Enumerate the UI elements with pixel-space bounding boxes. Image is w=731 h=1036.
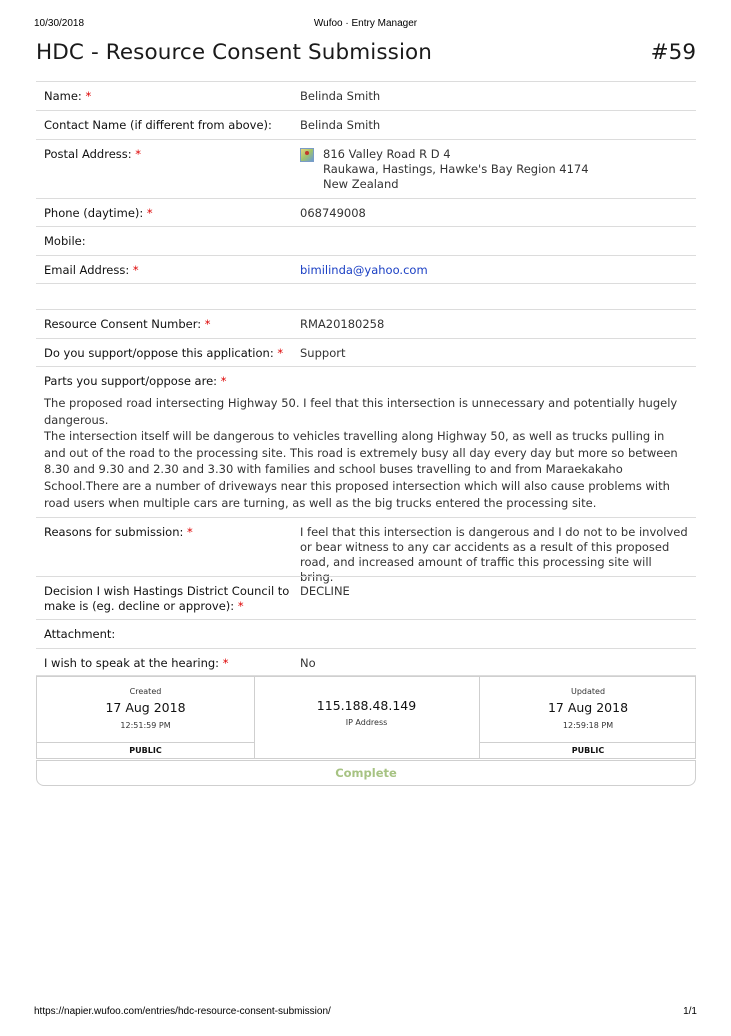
meta-created bbox=[37, 677, 255, 758]
field-value-phone: 068749008 bbox=[300, 206, 366, 220]
entry-header bbox=[36, 40, 696, 72]
created-date: 17 Aug 2018 bbox=[105, 700, 186, 715]
updated-date: 17 Aug 2018 bbox=[547, 700, 629, 715]
field-row-parts bbox=[36, 366, 696, 517]
print-page-number: 1/1 bbox=[683, 1006, 697, 1017]
field-value-name: Belinda Smith bbox=[300, 89, 381, 103]
required-marker: * bbox=[146, 206, 153, 220]
created-visibility-tag: PUBLIC bbox=[37, 742, 254, 759]
print-date: 10/30/2018 bbox=[34, 18, 85, 29]
field-label-speak: I wish to speak at the hearing: bbox=[44, 656, 220, 670]
page-title: HDC - Resource Consent Submission bbox=[36, 40, 433, 65]
field-label-support-oppose: Do you support/oppose this application: bbox=[44, 346, 274, 360]
map-icon[interactable] bbox=[300, 148, 314, 162]
required-marker: * bbox=[222, 656, 229, 670]
address-line-3: New Zealand bbox=[323, 177, 399, 191]
field-row-phone bbox=[36, 198, 696, 226]
required-marker: * bbox=[187, 525, 193, 539]
field-row-decision bbox=[36, 576, 696, 619]
field-value-support-oppose: Support bbox=[300, 346, 346, 360]
entry-number: #59 bbox=[650, 40, 696, 65]
ip-address-value: 115.188.48.149 bbox=[316, 698, 417, 713]
print-window-title: Wufoo · Entry Manager bbox=[313, 18, 418, 29]
field-value-consent-number: RMA20180258 bbox=[300, 317, 385, 331]
created-caption: Created bbox=[129, 687, 162, 696]
required-marker: * bbox=[237, 599, 244, 613]
required-marker: * bbox=[277, 346, 284, 360]
parts-paragraph-2: The intersection itself will be dangerous to vehicles travelling along Highway 50, as well as trucks pulling in and out of the road to the processing site. This road is extremely busy all day every day but more so between 8.30 and 9.30 and 2.30 and 3.30 with families and school buses travelling to and from Maraekakaho School.There are a number of driveways near this proposed intersection which will also cause problems with road users when multiple cars are turning, as well as the big trucks entered the processing site. bbox=[44, 429, 678, 510]
field-value-contact-name: Belinda Smith bbox=[300, 118, 381, 132]
parts-paragraph-1: The proposed road intersecting Highway 50. I feel that this intersection is unnecessary and potentially hugely dangerous. bbox=[44, 396, 678, 427]
updated-caption: Updated bbox=[570, 687, 606, 696]
field-label-mobile: Mobile: bbox=[44, 234, 86, 248]
required-marker: * bbox=[204, 317, 211, 331]
field-row-name bbox=[36, 81, 696, 110]
print-footer bbox=[34, 1006, 697, 1020]
created-time: 12:51:59 PM bbox=[120, 721, 171, 730]
field-label-parts: Parts you support/oppose are: bbox=[44, 374, 218, 388]
required-marker: * bbox=[132, 263, 139, 277]
field-row-contact-name bbox=[36, 110, 696, 139]
field-row-support-oppose bbox=[36, 338, 696, 366]
field-row-postal-address bbox=[36, 139, 696, 198]
updated-time: 12:59:18 PM bbox=[562, 721, 614, 730]
field-row-email bbox=[36, 255, 696, 283]
status-complete: Complete bbox=[36, 760, 696, 786]
field-row-mobile bbox=[36, 226, 696, 255]
address-line-1: 816 Valley Road R D 4 bbox=[323, 147, 451, 161]
field-row-attachment bbox=[36, 619, 696, 648]
field-value-decision: DECLINE bbox=[300, 584, 350, 598]
field-value-parts bbox=[44, 395, 688, 511]
meta-ip bbox=[254, 677, 479, 758]
email-link[interactable]: bimilinda@yahoo.com bbox=[300, 263, 428, 277]
required-marker: * bbox=[85, 89, 92, 103]
required-marker: * bbox=[220, 374, 227, 388]
field-label-contact-name: Contact Name (if different from above): bbox=[44, 118, 272, 132]
field-label-postal-address: Postal Address: bbox=[44, 147, 132, 161]
entry-fields bbox=[36, 81, 696, 676]
field-label-name: Name: bbox=[44, 89, 82, 103]
field-label-reasons: Reasons for submission: bbox=[44, 525, 184, 539]
meta-updated bbox=[479, 677, 696, 758]
field-row-consent-number bbox=[36, 309, 696, 338]
field-label-attachment: Attachment: bbox=[44, 627, 116, 641]
field-label-phone: Phone (daytime): bbox=[44, 206, 144, 220]
entry-meta bbox=[36, 676, 696, 759]
required-marker: * bbox=[135, 147, 142, 161]
print-header bbox=[34, 18, 697, 32]
ip-address-caption: IP Address bbox=[345, 718, 388, 727]
field-value-reasons: I feel that this intersection is dangerous and I do not to be involved or bear witness to any car accidents as a result of this proposed road, and increased amount of traffic this processing site will bring. bbox=[300, 525, 688, 584]
updated-visibility-tag: PUBLIC bbox=[480, 742, 696, 759]
field-row-speak bbox=[36, 648, 696, 676]
field-row-reasons bbox=[36, 517, 696, 584]
field-label-email: Email Address: bbox=[44, 263, 130, 277]
print-url: https://napier.wufoo.com/entries/hdc-resource-consent-submission/ bbox=[34, 1006, 331, 1017]
address-line-2: Raukawa, Hastings, Hawke's Bay Region 4174 bbox=[323, 162, 589, 176]
section-break bbox=[36, 283, 696, 309]
field-label-decision: Decision I wish Hastings District Council to make is (eg. decline or approve): bbox=[44, 584, 290, 613]
field-value-speak: No bbox=[300, 656, 316, 670]
field-label-consent-number: Resource Consent Number: bbox=[44, 317, 202, 331]
